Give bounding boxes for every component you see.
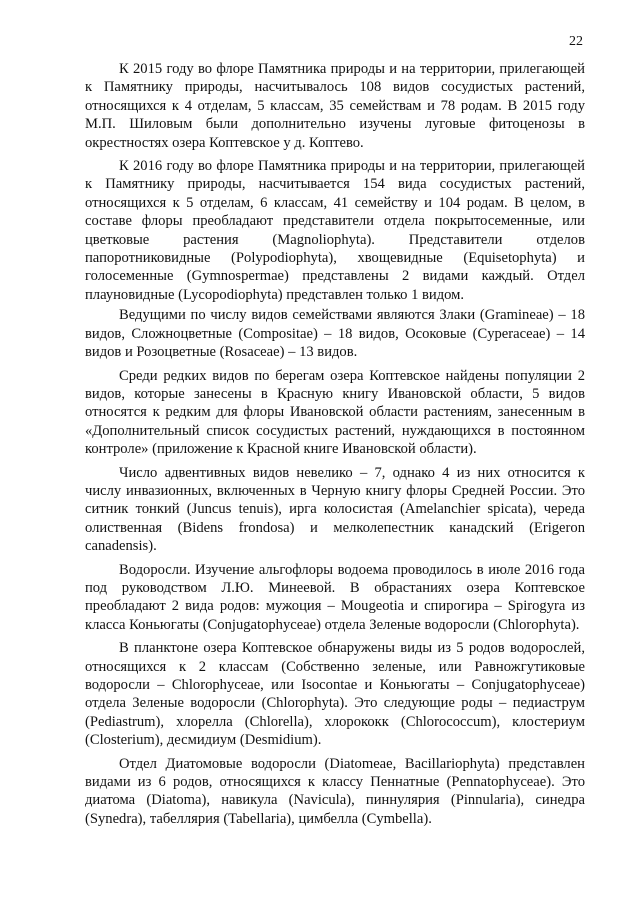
paragraph-flora-2015: К 2015 году во флоре Памятника природы и на территории, прилегающей к Памятнику природы, насчитывалось 108 видов сосудистых растений, относящихся к 4 отделам, 5 классам, 35 семействам и 78 родам. В 2015 году М.П. Шиловым были дополнительно изучены луговые фитоценозы в окрестностях озера Коптевское у д. Коптево. bbox=[85, 61, 585, 151]
paragraph-rare-species: Среди редких видов по берегам озера Коптевское найдены популяции 2 видов, которые занесены в Красную книгу Ивановской области, 5 видов относятся к редким для флоры Ивановской области растениям, занесенным в «Дополнительный список сосудистых растений, нуждающихся в постоянном контроле» (приложение к Красной книге Ивановской области). bbox=[85, 367, 585, 458]
paragraph-adventive-species: Число адвентивных видов невелико – 7, однако 4 из них относится к числу инвазионных, включенных в Черную книгу флоры Средней России. Это ситник тонкий (Juncus tenuis), ирга колосистая (Amelanchier spicata), череда олиственная (Bidens frondosa) и мелколепестник канадский (Erigeron canadensis). bbox=[85, 464, 585, 555]
paragraph-plankton: В планктоне озера Коптевское обнаружены виды из 5 родов водорослей, относящихся к 2 классам (Собственно зеленые, или Равножгутиковые водоросли – Chlorophyceae, или Isocontae и Коньюгаты – Conjugatophyceae) отдела Зеленые водоросли (Chlorophyta). Это следующие роды – педиаструм (Pediastrum), хлорелла (Chlorella), хлорококк (Chlorococcum), клостериум (Closterium), десмидиум (Desmidium). bbox=[85, 640, 585, 749]
paragraph-flora-2016: К 2016 году во флоре Памятника природы и на территории, прилегающей к Памятнику природы, насчитывается 154 вида сосудистых растений, относящихся к 5 отделам, 6 классам, 41 семейству и 104 родам. В целом, в составе флоры преобладают представители отдела покрытосеменные, или цветковые растения (Magnoliophyta). Представители отделов папоротниковидные (Polypodiophyta), хвощевидные (Equisetophyta) и голосеменные (Gymnospermae) представлены 2 видами каждый. Отдел плауновидные (Lycopodiophyta) представлен только 1 видом. bbox=[85, 158, 585, 303]
paragraph-diatoms: Отдел Диатомовые водоросли (Diatomeae, Bacillariophyta) представлен видами из 6 родов, относящихся к классу Пеннатные (Pennatophyceae). Это диатома (Diatoma), навикула (Navicula), пиннулярия (Pinnularia), синедра (Synedra), табеллярия (Tabellaria), цимбелла (Cymbella). bbox=[85, 755, 585, 827]
paragraph-leading-families: Ведущими по числу видов семействами являются Злаки (Gramineae) – 18 видов, Сложноцветные (Compositae) – 18 видов, Осоковые (Cyperaceae) – 14 видов и Розоцветные (Rosaceae) – 13 видов. bbox=[85, 307, 585, 361]
body-text bbox=[85, 60, 585, 833]
page-number: 22 bbox=[569, 34, 583, 49]
paragraph-algae: Водоросли. Изучение альгофлоры водоема проводилось в июле 2016 года под руководством Л.Ю. Минеевой. В обрастаниях озера Коптевское преобладают 2 вида родов: мужоция – Mougeotia и спирогира – Spirogyra из класса Коньюгаты (Conjugatophyceae) отдела Зеленые водоросли (Chlorophyta). bbox=[85, 561, 585, 633]
